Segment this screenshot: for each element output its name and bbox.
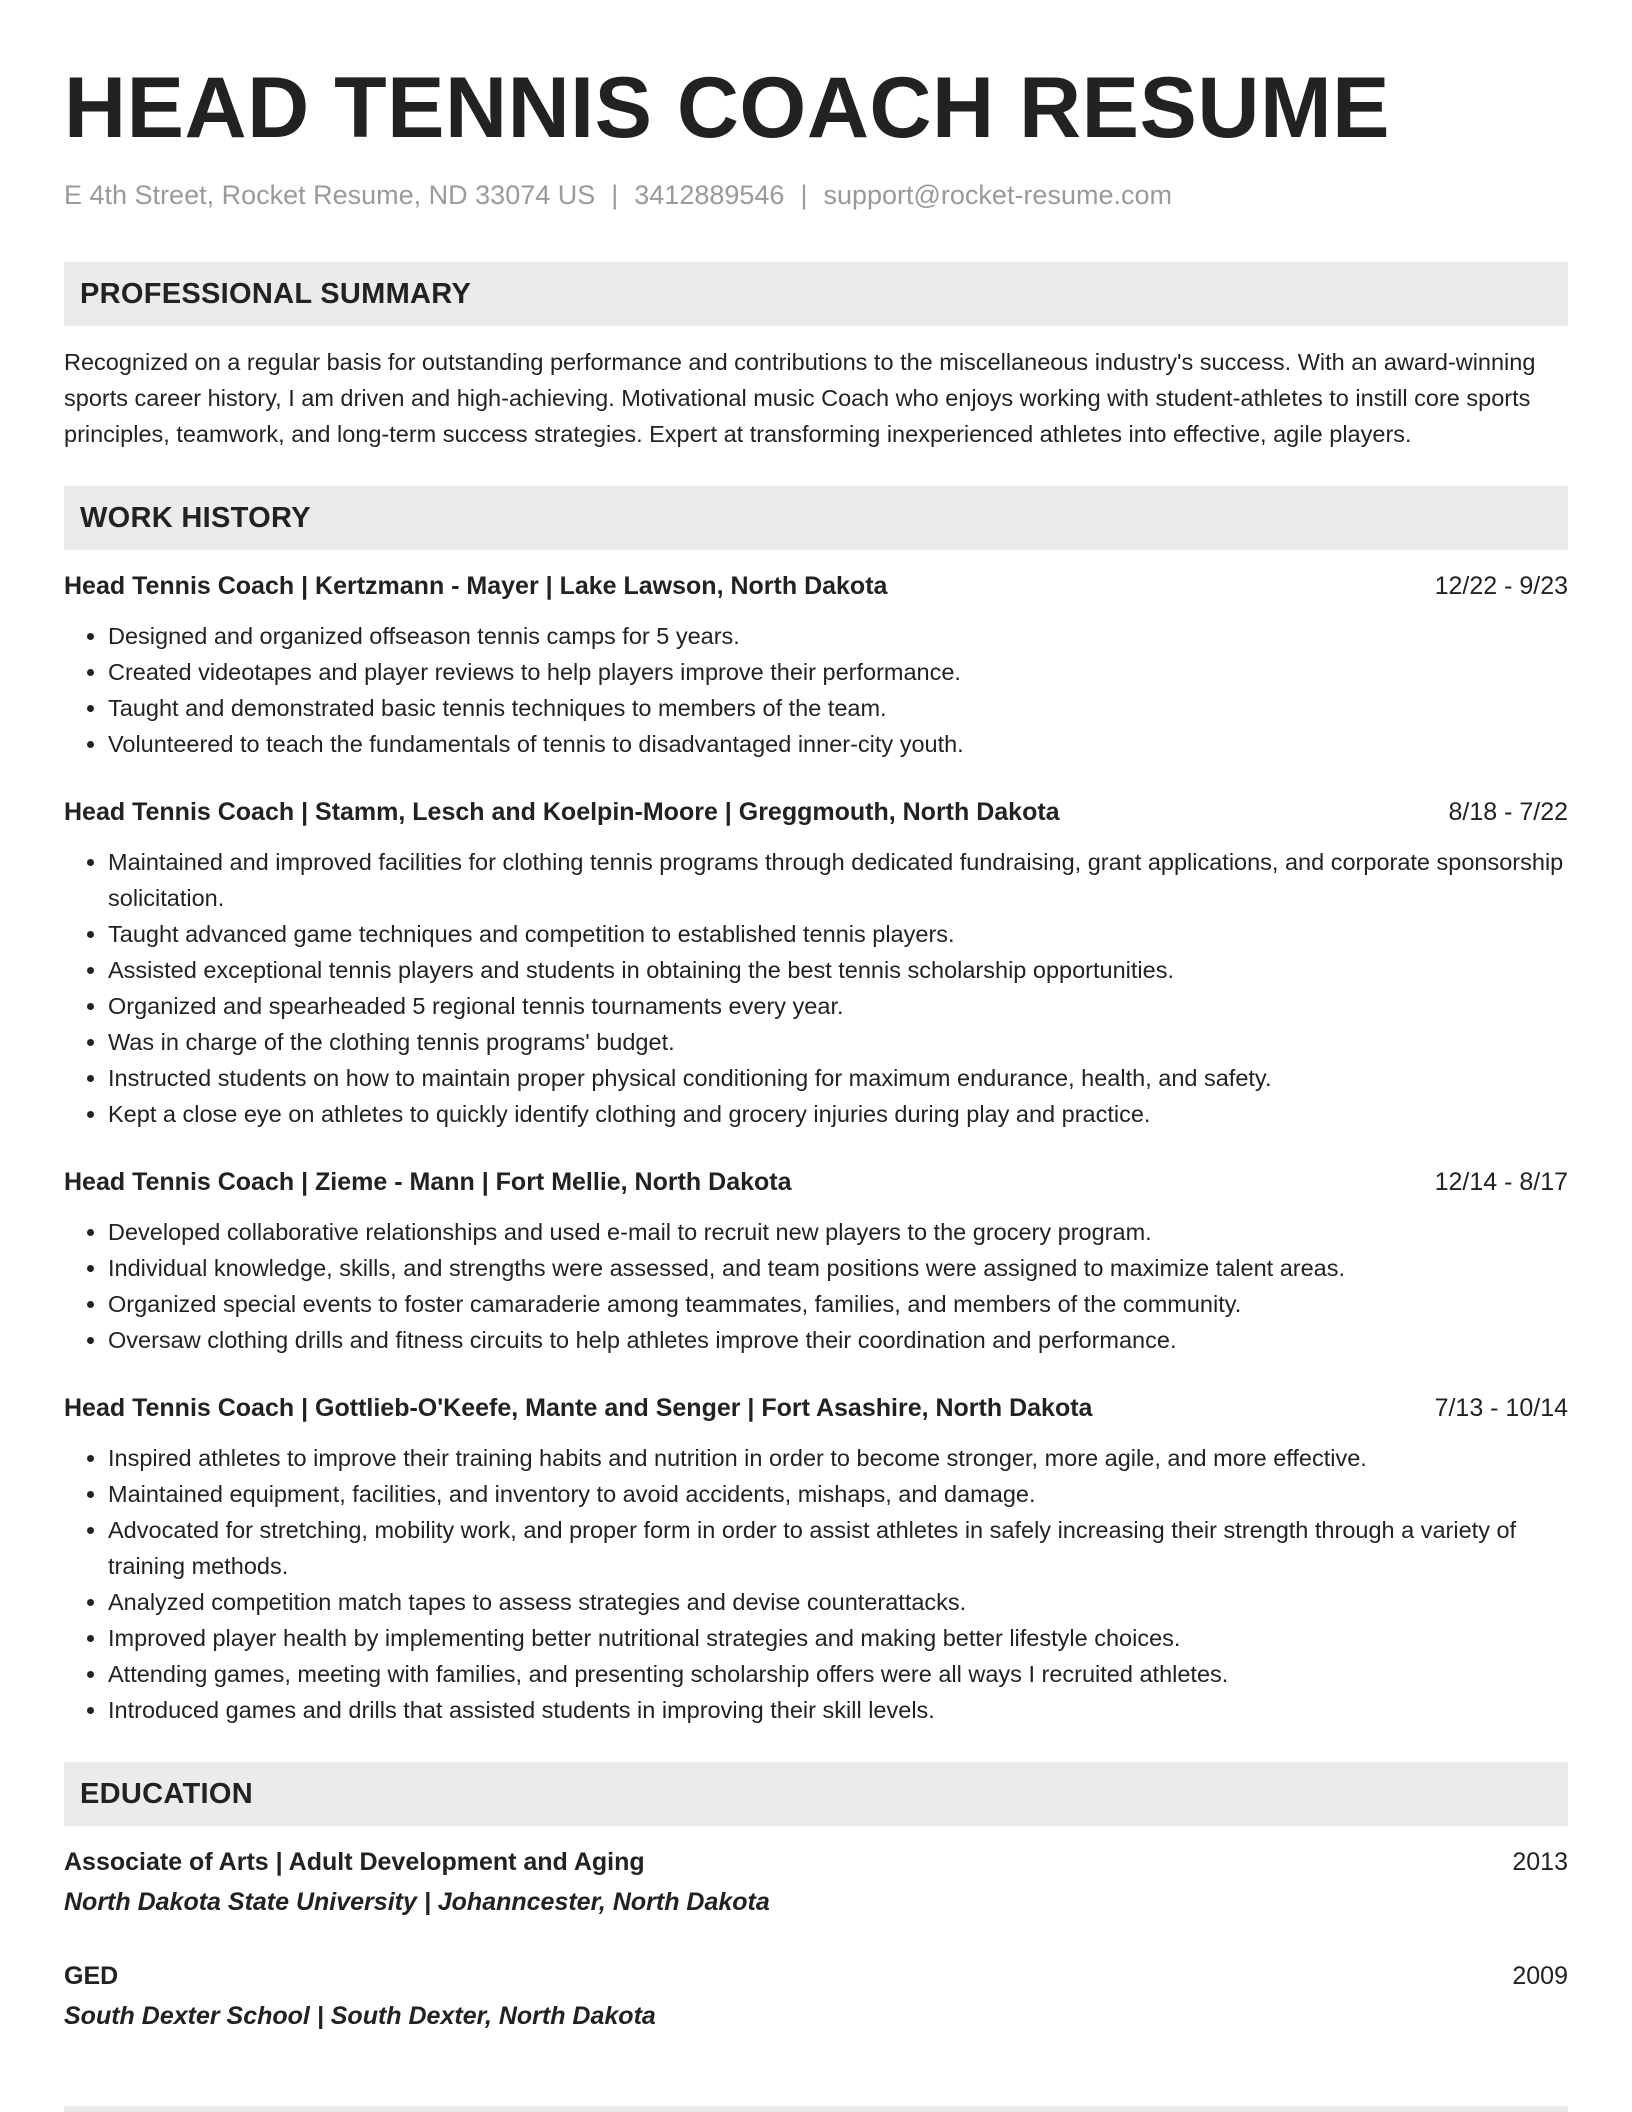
next-section-heading-edge	[64, 2106, 1568, 2112]
job-bullet: • Organized and spearheaded 5 regional tennis tournaments every year.	[108, 988, 1568, 1024]
job-bullet: • Was in charge of the clothing tennis programs' budget.	[108, 1024, 1568, 1060]
contact-line	[64, 178, 1568, 212]
job-bullets	[64, 618, 1568, 762]
job-bullet: • Analyzed competition match tapes to assess strategies and devise counterattacks.	[108, 1584, 1568, 1620]
resume-page	[64, 60, 1568, 2034]
contact-email: support@rocket-resume.com	[823, 180, 1172, 210]
job-bullet: • Taught and demonstrated basic tennis techniques to members of the team.	[108, 690, 1568, 726]
job-bullet: • Organized special events to foster camaraderie among teammates, families, and members of the community.	[108, 1286, 1568, 1322]
job-bullet: • Maintained equipment, facilities, and inventory to avoid accidents, mishaps, and damage.	[108, 1476, 1568, 1512]
section-heading-education: EDUCATION	[64, 1762, 1568, 1826]
job-bullet: • Introduced games and drills that assisted students in improving their skill levels.	[108, 1692, 1568, 1728]
job-title: Head Tennis Coach | Gottlieb-O'Keefe, Mante and Senger | Fort Asashire, North Dakota	[64, 1394, 1093, 1422]
job-dates: 12/22 - 9/23	[1434, 572, 1568, 600]
contact-separator: |	[611, 180, 619, 210]
job-bullet: • Individual knowledge, skills, and strengths were assessed, and team positions were assigned to maximize talent areas.	[108, 1250, 1568, 1286]
job-bullet: • Developed collaborative relationships and used e-mail to recruit new players to the grocery program.	[108, 1214, 1568, 1250]
job-header	[64, 1390, 1568, 1426]
job-header	[64, 794, 1568, 830]
job-entry	[64, 1164, 1568, 1358]
summary-text: Recognized on a regular basis for outstanding performance and contributions to the miscellaneous industry's success. With an award-winning sports career history, I am driven and high-achieving. Motivational music Coach who enjoys working with student-athletes to instill core sports principles, teamwork, and long-term success strategies. Expert at transforming inexperienced athletes into effective, agile players.	[64, 349, 1536, 447]
education-school: North Dakota State University | Johanncester, North Dakota	[64, 1888, 770, 1916]
job-bullet: • Instructed students on how to maintain proper physical conditioning for maximum endurance, health, and safety.	[108, 1060, 1568, 1096]
education-header	[64, 1844, 1568, 1880]
job-dates: 7/13 - 10/14	[1434, 1394, 1568, 1422]
job-bullet: • Oversaw clothing drills and fitness circuits to help athletes improve their coordination and performance.	[108, 1322, 1568, 1358]
contact-phone: 3412889546	[634, 180, 785, 210]
job-entry	[64, 1390, 1568, 1728]
education-year: 2009	[1512, 1962, 1568, 1990]
job-entry	[64, 794, 1568, 1132]
job-dates: 8/18 - 7/22	[1448, 798, 1568, 826]
contact-separator: |	[800, 180, 808, 210]
education-entry	[64, 1844, 1568, 1920]
education-degree: GED	[64, 1962, 119, 1990]
job-bullets	[64, 1440, 1568, 1728]
job-title: Head Tennis Coach | Zieme - Mann | Fort Mellie, North Dakota	[64, 1168, 792, 1196]
job-bullet: • Inspired athletes to improve their training habits and nutrition in order to become stronger, more agile, and more effective.	[108, 1440, 1568, 1476]
job-bullet: • Created videotapes and player reviews to help players improve their performance.	[108, 654, 1568, 690]
job-title: Head Tennis Coach | Stamm, Lesch and Koelpin-Moore | Greggmouth, North Dakota	[64, 798, 1060, 826]
job-header	[64, 1164, 1568, 1200]
education-header	[64, 1958, 1568, 1994]
job-bullet: • Designed and organized offseason tennis camps for 5 years.	[108, 618, 1568, 654]
education-school: South Dexter School | South Dexter, North Dakota	[64, 2002, 656, 2030]
job-bullet: • Maintained and improved facilities for clothing tennis programs through dedicated fundraising, grant applications, and corporate sponsorship solicitation.	[108, 844, 1568, 916]
job-header	[64, 568, 1568, 604]
job-bullet: • Improved player health by implementing better nutritional strategies and making better lifestyle choices.	[108, 1620, 1568, 1656]
job-bullets	[64, 1214, 1568, 1358]
job-bullet: • Taught advanced game techniques and competition to established tennis players.	[108, 916, 1568, 952]
resume-title: HEAD TENNIS COACH RESUME	[64, 60, 1390, 156]
section-heading-summary: PROFESSIONAL SUMMARY	[64, 262, 1568, 326]
education-year: 2013	[1512, 1848, 1568, 1876]
job-bullet: • Volunteered to teach the fundamentals of tennis to disadvantaged inner-city youth.	[108, 726, 1568, 762]
section-heading-work: WORK HISTORY	[64, 486, 1568, 550]
job-bullet: • Assisted exceptional tennis players and students in obtaining the best tennis scholarship opportunities.	[108, 952, 1568, 988]
education-entry	[64, 1958, 1568, 2034]
job-title: Head Tennis Coach | Kertzmann - Mayer | Lake Lawson, North Dakota	[64, 572, 888, 600]
job-entry	[64, 568, 1568, 762]
job-bullet: • Kept a close eye on athletes to quickly identify clothing and grocery injuries during play and practice.	[108, 1096, 1568, 1132]
job-bullet: • Advocated for stretching, mobility work, and proper form in order to assist athletes in safely increasing their strength through a variety of training methods.	[108, 1512, 1568, 1584]
job-bullet: • Attending games, meeting with families, and presenting scholarship offers were all ways I recruited athletes.	[108, 1656, 1568, 1692]
contact-address: E 4th Street, Rocket Resume, ND 33074 US	[64, 180, 596, 210]
job-dates: 12/14 - 8/17	[1434, 1168, 1568, 1196]
job-bullets	[64, 844, 1568, 1132]
education-degree: Associate of Arts | Adult Development and Aging	[64, 1848, 645, 1876]
